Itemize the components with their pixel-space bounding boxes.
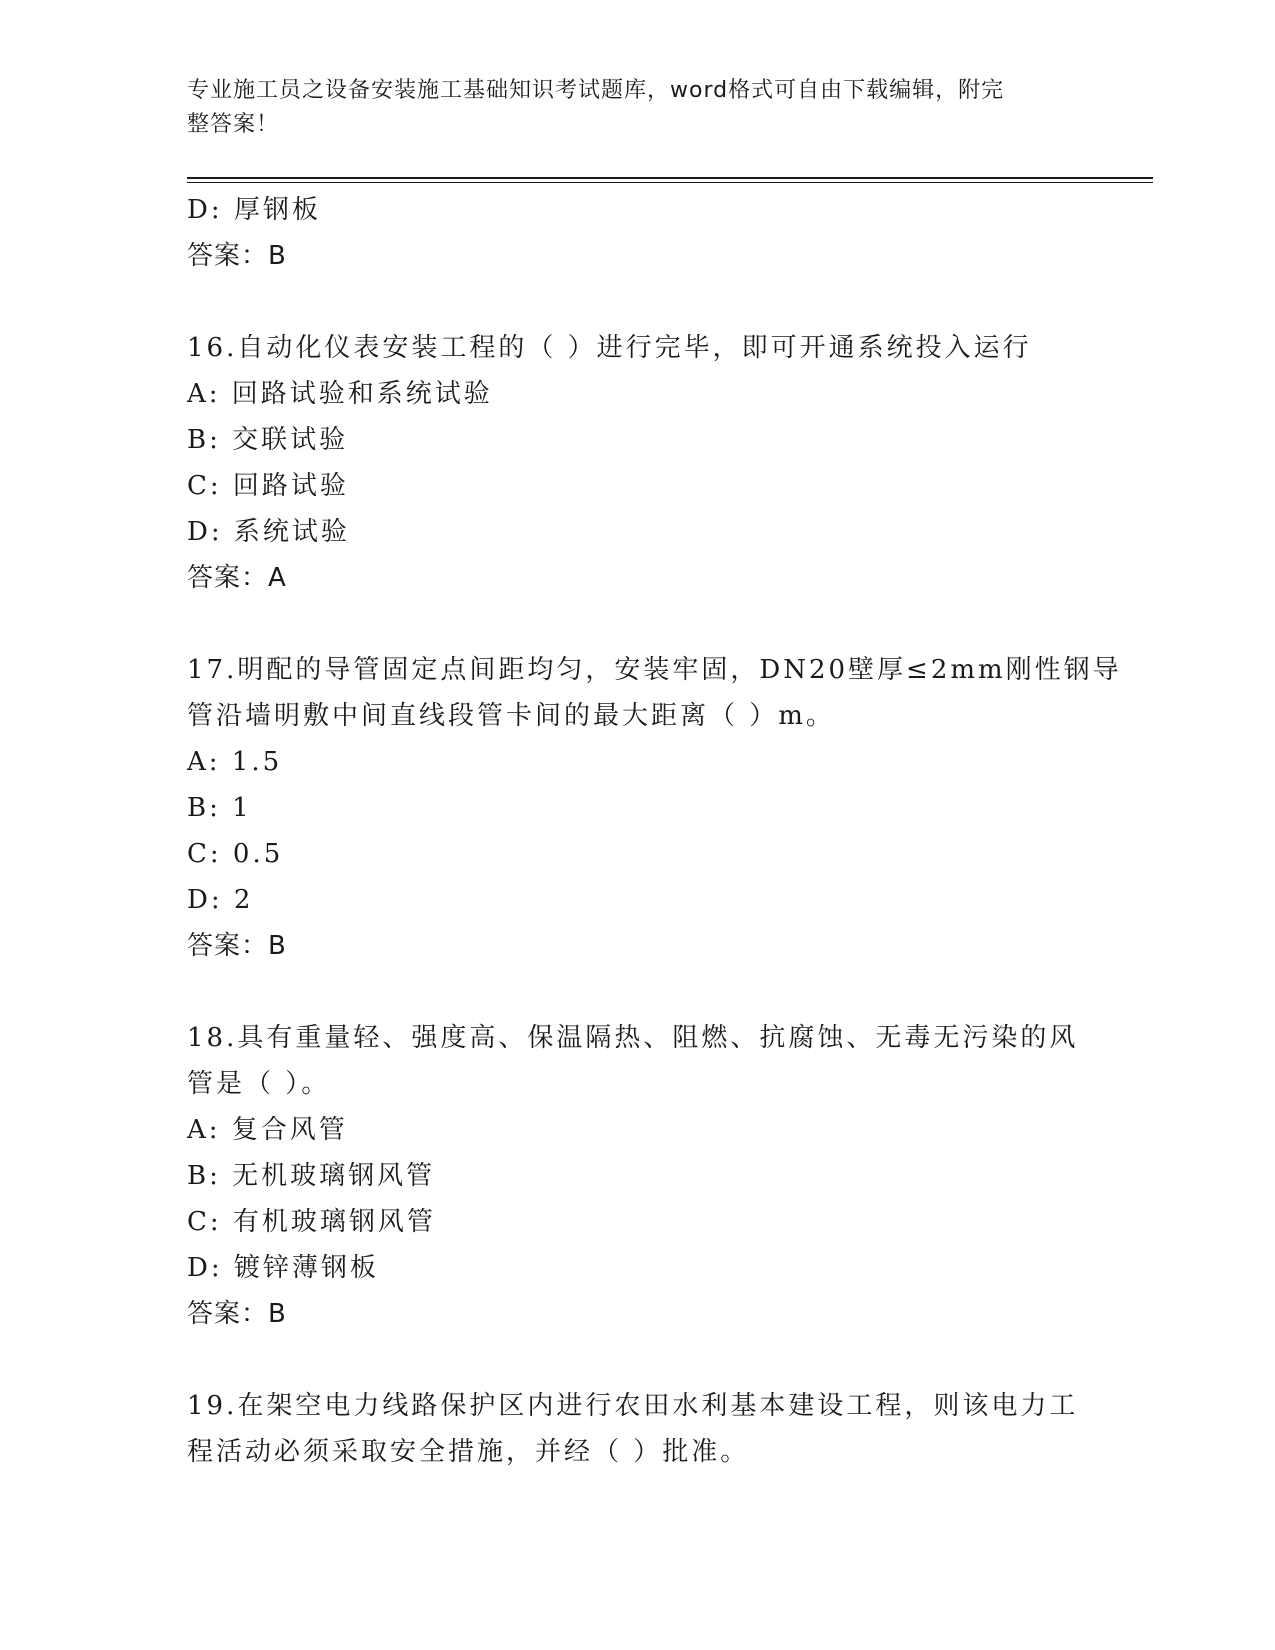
question-17 bbox=[187, 647, 1122, 969]
question-stem: 16.自动化仪表安装工程的（ ）进行完毕，即可开通系统投入运行 bbox=[187, 333, 1032, 363]
option-c: C: 回路试验 bbox=[187, 471, 349, 501]
document-body bbox=[187, 187, 1122, 1475]
answer: 答案：B bbox=[187, 931, 287, 961]
option-a: A: 复合风管 bbox=[187, 1115, 348, 1145]
answer: 答案：B bbox=[187, 1299, 287, 1329]
header-line-2: 整答案！ bbox=[187, 112, 280, 137]
answer: 答案：B bbox=[187, 241, 287, 271]
option-d: D: 厚钢板 bbox=[187, 195, 321, 225]
option-a: A: 1.5 bbox=[187, 747, 283, 777]
header-rule-thin bbox=[187, 182, 1153, 183]
option-b: B: 交联试验 bbox=[187, 425, 349, 455]
option-b: B: 1 bbox=[187, 793, 252, 823]
question-stem-line-1: 17.明配的导管固定点间距均匀，安装牢固，DN20壁厚≤2mm刚性钢导 bbox=[187, 655, 1122, 685]
question-stem-line-2: 程活动必须采取安全措施，并经（ ）批准。 bbox=[187, 1437, 750, 1467]
question-18 bbox=[187, 1015, 1087, 1337]
question-16 bbox=[187, 325, 1087, 601]
option-c: C: 0.5 bbox=[187, 839, 284, 869]
option-d: D: 2 bbox=[187, 885, 254, 915]
question-stem-line-2: 管是（ ）。 bbox=[187, 1069, 331, 1099]
option-c: C: 有机玻璃钢风管 bbox=[187, 1207, 436, 1237]
document-header bbox=[187, 74, 1077, 142]
answer: 答案：A bbox=[187, 563, 287, 593]
option-a: A: 回路试验和系统试验 bbox=[187, 379, 493, 409]
option-b: B: 无机玻璃钢风管 bbox=[187, 1161, 436, 1191]
option-d: D: 系统试验 bbox=[187, 517, 350, 547]
option-d: D: 镀锌薄钢板 bbox=[187, 1253, 379, 1283]
question-19 bbox=[187, 1383, 1087, 1475]
question-stem-line-1: 18.具有重量轻、强度高、保温隔热、阻燃、抗腐蚀、无毒无污染的风 bbox=[187, 1023, 1079, 1053]
header-rule-thick bbox=[187, 177, 1153, 179]
header-line-1: 专业施工员之设备安装施工基础知识考试题库，word格式可自由下载编辑，附完 bbox=[187, 78, 1005, 103]
question-stem-line-1: 19.在架空电力线路保护区内进行农田水利基本建设工程，则该电力工 bbox=[187, 1391, 1079, 1421]
question-15-tail bbox=[187, 187, 1087, 279]
question-stem-line-2: 管沿墙明敷中间直线段管卡间的最大距离（ ）m。 bbox=[187, 701, 835, 731]
